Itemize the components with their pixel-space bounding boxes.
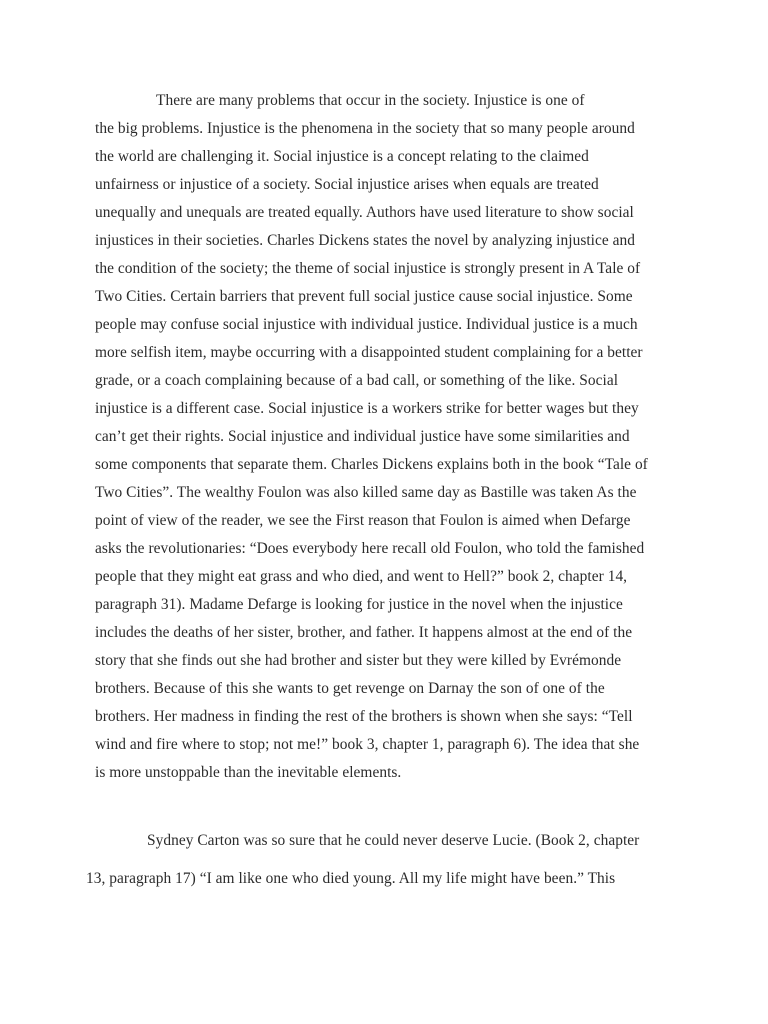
text-line: wind and fire where to stop; not me!” book 3, chapter 1, paragraph 6). The idea that she (95, 736, 640, 753)
text-line: story that she finds out she had brother and sister but they were killed by Evrémonde (95, 652, 622, 669)
text-line: Two Cities”. The wealthy Foulon was also killed same day as Bastille was taken As the (95, 484, 637, 501)
text-line: grade, or a coach complaining because of a bad call, or something of the like. Social (95, 372, 619, 389)
text-line: point of view of the reader, we see the First reason that Foulon is aimed when Defarge (95, 512, 631, 529)
text-line: 13, paragraph 17) “I am like one who died young. All my life might have been.” This (86, 870, 616, 887)
text-line: unequally and unequals are treated equally. Authors have used literature to show social (95, 204, 634, 221)
text-line: the world are challenging it. Social injustice is a concept relating to the claimed (95, 148, 589, 165)
text-line: unfairness or injustice of a society. Social injustice arises when equals are treated (95, 176, 599, 193)
text-line: some components that separate them. Charles Dickens explains both in the book “Tale of (95, 456, 648, 473)
text-line: injustice is a different case. Social injustice is a workers strike for better wages but they (95, 400, 639, 417)
text-line: brothers. Because of this she wants to get revenge on Darnay the son of one of the (95, 680, 605, 697)
text-line: Sydney Carton was so sure that he could never deserve Lucie. (Book 2, chapter (147, 832, 640, 849)
text-line: the condition of the society; the theme of social injustice is strongly present in A Tale of (95, 260, 641, 277)
text-line: injustices in their societies. Charles Dickens states the novel by analyzing injustice and (95, 232, 636, 249)
text-line: more selfish item, maybe occurring with a disappointed student complaining for a better (95, 344, 643, 361)
text-line: the big problems. Injustice is the phenomena in the society that so many people around (95, 120, 635, 137)
text-line: There are many problems that occur in the society. Injustice is one of (156, 92, 585, 109)
text-line: people that they might eat grass and who died, and went to Hell?” book 2, chapter 14, (95, 568, 628, 585)
text-line: people may confuse social injustice with individual justice. Individual justice is a much (95, 316, 638, 333)
text-line: can’t get their rights. Social injustice and individual justice have some similarities and (95, 428, 630, 445)
text-line: includes the deaths of her sister, brother, and father. It happens almost at the end of the (95, 624, 633, 641)
text-line: paragraph 31). Madame Defarge is looking for justice in the novel when the injustice (95, 596, 623, 613)
text-line: Two Cities. Certain barriers that prevent full social justice cause social injustice. Some (95, 288, 633, 305)
text-line: asks the revolutionaries: “Does everybody here recall old Foulon, who told the famished (95, 540, 645, 557)
text-line: is more unstoppable than the inevitable elements. (95, 764, 402, 781)
text-line: brothers. Her madness in finding the rest of the brothers is shown when she says: “Tell (95, 708, 633, 725)
